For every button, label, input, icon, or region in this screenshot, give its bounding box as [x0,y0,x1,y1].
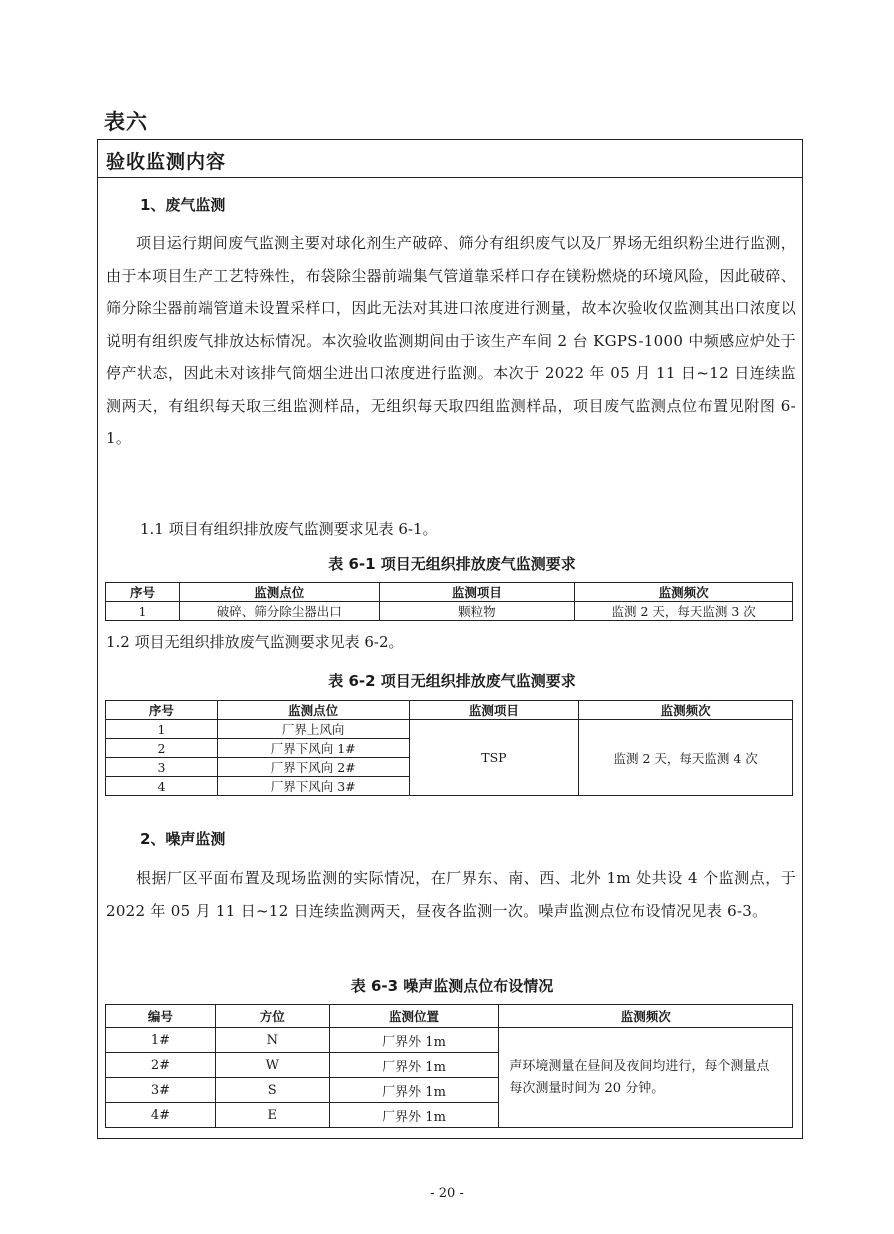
table-header-cell: 方位 [215,1005,329,1028]
table-cell: 4 [106,777,218,796]
table-cell: 4# [106,1103,216,1128]
table-header-cell: 监测频次 [579,701,793,720]
table-cell: 2 [106,739,218,758]
table-cell: 颗粒物 [379,602,575,621]
table-header-cell: 序号 [106,701,218,720]
table-header-cell: 编号 [106,1005,216,1028]
table-header-cell: 监测频次 [575,583,793,602]
heading-waste-gas: 1、废气监测 [140,196,226,214]
table-6-1 [105,582,793,621]
table-cell: E [215,1103,329,1128]
table-row [106,1028,793,1053]
paragraph-noise: 根据厂区平面布置及现场监测的实际情况，在厂界东、南、西、北外 1m 处共设 4 个监测点，于 2022 年 05 月 11 日~12 日连续监测两天，昼夜各监测一次。噪声监测点位布设情况见表 6-3。 [106,869,796,920]
table-cell: 厂界外 1m [329,1028,499,1053]
table-cell: 1# [106,1028,216,1053]
table-header-cell: 监测项目 [379,583,575,602]
table-row [106,602,793,621]
table-cell: 3# [106,1078,216,1103]
table-header-cell: 监测位置 [329,1005,499,1028]
section-title: 表六 [104,110,148,134]
frame-title: 验收监测内容 [106,151,227,173]
table-cell: 厂界下风向 3# [217,777,409,796]
table-cell: 2# [106,1053,216,1078]
table-header-cell: 监测频次 [499,1005,793,1028]
frame-header [98,140,802,178]
table-6-3-caption: 表 6-3 噪声监测点位布设情况 [350,977,554,995]
table-header-cell: 监测点位 [179,583,379,602]
table-cell: 1 [106,602,180,621]
table-cell: S [215,1078,329,1103]
table-cell-frequency: 声环境测量在昼间及夜间均进行，每个测量点每次测量时间为 20 分钟。 [499,1028,793,1128]
table-cell: 1 [106,720,218,739]
table-cell: 厂界下风向 1# [217,739,409,758]
table-cell: 厂界上风向 [217,720,409,739]
table-cell: 破碎、筛分除尘器出口 [179,602,379,621]
paragraph-waste-gas: 项目运行期间废气监测主要对球化剂生产破碎、筛分有组织废气以及厂界场无组织粉尘进行监测，由于本项目生产工艺特殊性，布袋除尘器前端集气管道靠采样口存在镁粉燃烧的环境风险，因此破碎、筛分除尘器前端管道未设置采样口，因此无法对其进口浓度进行测量，故本次验收仅监测其出口浓度以说明有组织废气排放达标情况。本次验收监测期间由于该生产车间 2 台 KGPS-1000 中频感应炉处于停产状态，因此未对该排气筒烟尘进出口浓度进行监测。本次于 2022 年 05 月 11 日~12 日连续监测两天，有组织每天取三组监测样品，无组织每天取四组监测样品，项目废气监测点位布置见附图 6-1。 [106,234,796,447]
heading-noise: 2、噪声监测 [140,830,226,848]
table-cell: 厂界外 1m [329,1103,499,1128]
table-header-cell: 监测项目 [409,701,579,720]
table-cell: 厂界外 1m [329,1053,499,1078]
table-6-3 [105,1004,793,1128]
page-number: - 20 - [430,1186,464,1201]
table-cell: W [215,1053,329,1078]
table-cell-item: TSP [409,720,579,796]
subheading-1-2: 1.2 项目无组织排放废气监测要求见表 6-2。 [106,633,404,651]
table-header-cell: 监测点位 [217,701,409,720]
table-cell-frequency: 监测 2 天，每天监测 4 次 [579,720,793,796]
subheading-1-1: 1.1 项目有组织排放废气监测要求见表 6-1。 [140,520,438,538]
table-cell: 厂界下风向 2# [217,758,409,777]
table-cell: 监测 2 天，每天监测 3 次 [575,602,793,621]
table-6-2 [105,700,793,796]
table-cell: N [215,1028,329,1053]
table-cell: 3 [106,758,218,777]
table-6-1-caption: 表 6-1 项目无组织排放废气监测要求 [328,555,576,573]
table-cell: 厂界外 1m [329,1078,499,1103]
table-row [106,720,793,739]
table-6-2-caption: 表 6-2 项目无组织排放废气监测要求 [328,672,576,690]
table-header-cell: 序号 [106,583,180,602]
